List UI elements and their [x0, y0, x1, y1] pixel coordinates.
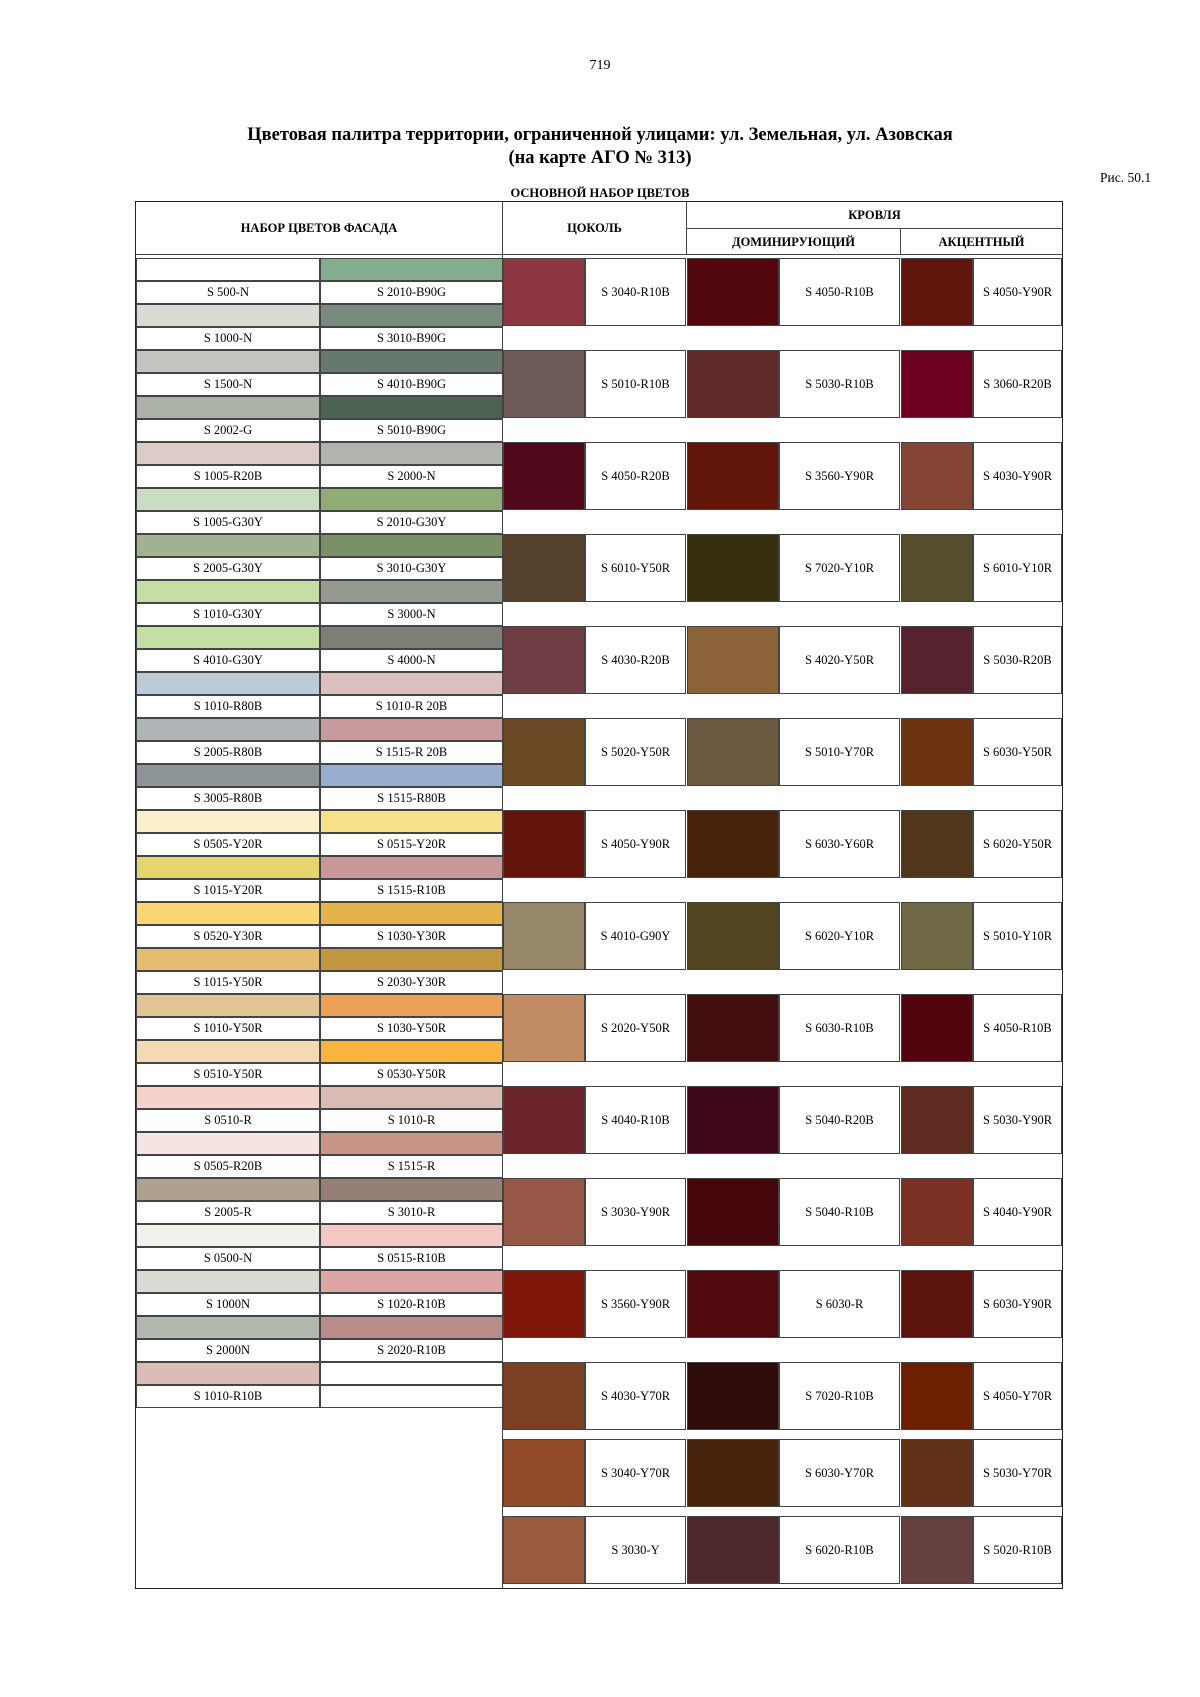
facade-color-code: S 0515-Y20R [320, 833, 503, 856]
facade-color-code: S 2005-R80B [136, 741, 320, 764]
title-line-1: Цветовая палитра территории, ограниченной улицами: ул. Земельная, ул. Азовская [247, 125, 953, 145]
plinth-color-code: S 3560-Y90R [585, 1270, 686, 1338]
accent-color-code: S 5010-Y10R [973, 902, 1062, 970]
accent-color-code: S 6010-Y10R [973, 534, 1062, 602]
accent-color-code: S 5030-Y90R [973, 1086, 1062, 1154]
dominant-color-code: S 5040-R10B [779, 1178, 900, 1246]
plinth-color-code: S 3040-R10B [585, 258, 686, 326]
facade-swatch [320, 902, 503, 925]
plinth-color-code: S 4040-R10B [585, 1086, 686, 1154]
facade-swatch [136, 1316, 320, 1339]
facade-color-code: S 3010-G30Y [320, 557, 503, 580]
title-line-2: (на карте АГО № 313) [508, 148, 692, 168]
facade-color-code: S 0530-Y50R [320, 1063, 503, 1086]
dominant-swatch [687, 534, 779, 602]
facade-color-code: S 1005-G30Y [136, 511, 320, 534]
facade-swatch [136, 948, 320, 971]
facade-color-code: S 5010-B90G [320, 419, 503, 442]
facade-color-code: S 1010-Y50R [136, 1017, 320, 1040]
facade-color-code: S 1000-N [136, 327, 320, 350]
plinth-swatch [503, 1178, 585, 1246]
facade-color-code: S 2005-G30Y [136, 557, 320, 580]
dominant-swatch [687, 1086, 779, 1154]
facade-color-code: S 3000-N [320, 603, 503, 626]
facade-swatch [136, 626, 320, 649]
dominant-color-code: S 6030-Y60R [779, 810, 900, 878]
plinth-color-code: S 4010-G90Y [585, 902, 686, 970]
facade-color-code: S 1010-R80B [136, 695, 320, 718]
accent-color-code: S 5020-R10B [973, 1516, 1062, 1584]
facade-color-code: S 4010-G30Y [136, 649, 320, 672]
accent-swatch [901, 1516, 973, 1584]
facade-color-code: S 0500-N [136, 1247, 320, 1270]
facade-swatch [320, 580, 503, 603]
facade-swatch [136, 350, 320, 373]
plinth-color-code: S 3030-Y90R [585, 1178, 686, 1246]
facade-color-code: S 4000-N [320, 649, 503, 672]
plinth-color-code: S 4050-R20B [585, 442, 686, 510]
facade-swatch [136, 764, 320, 787]
facade-swatch [320, 258, 503, 281]
facade-color-code: S 1020-R10B [320, 1293, 503, 1316]
accent-swatch [901, 350, 973, 418]
accent-color-code: S 5030-Y70R [973, 1439, 1062, 1507]
plinth-swatch [503, 810, 585, 878]
facade-swatch [136, 304, 320, 327]
accent-swatch [901, 442, 973, 510]
facade-color-code: S 1515-R10B [320, 879, 503, 902]
plinth-swatch [503, 1086, 585, 1154]
facade-swatch [320, 488, 503, 511]
facade-color-code: S 1010-R [320, 1109, 503, 1132]
facade-swatch [136, 580, 320, 603]
facade-color-code: S 1515-R 20B [320, 741, 503, 764]
facade-swatch [320, 442, 503, 465]
plinth-color-code: S 6010-Y50R [585, 534, 686, 602]
facade-color-code: S 2010-B90G [320, 281, 503, 304]
accent-swatch [901, 626, 973, 694]
accent-swatch [901, 1086, 973, 1154]
accent-color-code: S 3060-R20B [973, 350, 1062, 418]
accent-color-code: S 6030-Y50R [973, 718, 1062, 786]
facade-swatch [320, 672, 503, 695]
plinth-swatch [503, 350, 585, 418]
accent-color-code: S 4050-Y70R [973, 1362, 1062, 1430]
facade-color-code: S 0515-R10B [320, 1247, 503, 1270]
accent-swatch [901, 1439, 973, 1507]
plinth-swatch [503, 902, 585, 970]
facade-color-code: S 1030-Y50R [320, 1017, 503, 1040]
facade-color-code: S 3005-R80B [136, 787, 320, 810]
dominant-swatch [687, 718, 779, 786]
plinth-color-code: S 3040-Y70R [585, 1439, 686, 1507]
facade-swatch [136, 488, 320, 511]
accent-swatch [901, 1270, 973, 1338]
dominant-swatch [687, 1270, 779, 1338]
dominant-color-code: S 3560-Y90R [779, 442, 900, 510]
accent-color-code: S 6030-Y90R [973, 1270, 1062, 1338]
facade-color-code: S 1000N [136, 1293, 320, 1316]
dominant-swatch [687, 902, 779, 970]
plinth-color-code: S 4030-R20B [585, 626, 686, 694]
dominant-color-code: S 6030-Y70R [779, 1439, 900, 1507]
facade-swatch [136, 902, 320, 925]
dominant-swatch [687, 258, 779, 326]
facade-header: НАБОР ЦВЕТОВ ФАСАДА [240, 220, 398, 235]
accent-swatch [901, 258, 973, 326]
accent-color-code: S 4030-Y90R [973, 442, 1062, 510]
dominant-swatch [687, 1439, 779, 1507]
facade-color-code: S 0510-R [136, 1109, 320, 1132]
table-subtitle: ОСНОВНОЙ НАБОР ЦВЕТОВ [510, 186, 690, 200]
palette-table [135, 201, 1063, 1589]
facade-swatch [320, 1224, 503, 1247]
dominant-swatch [687, 994, 779, 1062]
facade-swatch [136, 1270, 320, 1293]
accent-color-code: S 4050-Y90R [973, 258, 1062, 326]
facade-swatch [136, 442, 320, 465]
dominant-color-code: S 5010-Y70R [779, 718, 900, 786]
facade-swatch [136, 1132, 320, 1155]
dominant-color-code: S 4020-Y50R [779, 626, 900, 694]
dominant-color-code: S 7020-R10B [779, 1362, 900, 1430]
facade-color-code: S 1515-R [320, 1155, 503, 1178]
plinth-swatch [503, 718, 585, 786]
plinth-color-code: S 2020-Y50R [585, 994, 686, 1062]
facade-swatch [136, 1224, 320, 1247]
facade-swatch [136, 856, 320, 879]
accent-swatch [901, 534, 973, 602]
facade-swatch [320, 396, 503, 419]
dominant-swatch [687, 1516, 779, 1584]
facade-swatch [136, 994, 320, 1017]
plinth-swatch [503, 1362, 585, 1430]
dominant-color-code: S 5030-R10B [779, 350, 900, 418]
facade-color-code: S 0520-Y30R [136, 925, 320, 948]
accent-swatch [901, 994, 973, 1062]
facade-swatch [320, 1178, 503, 1201]
plinth-color-code: S 3030-Y [585, 1516, 686, 1584]
plinth-swatch [503, 1439, 585, 1507]
facade-color-code: S 1005-R20B [136, 465, 320, 488]
facade-color-code: S 3010-R [320, 1201, 503, 1224]
page-number: 719 [589, 58, 611, 73]
facade-swatch [320, 1132, 503, 1155]
accent-swatch [901, 1178, 973, 1246]
facade-color-code: S 1500-N [136, 373, 320, 396]
plinth-color-code: S 4050-Y90R [585, 810, 686, 878]
facade-swatch [136, 1040, 320, 1063]
facade-color-code [320, 1385, 503, 1408]
accent-color-code: S 4050-R10B [973, 994, 1062, 1062]
facade-swatch [136, 672, 320, 695]
facade-swatch [320, 994, 503, 1017]
plinth-color-code: S 4030-Y70R [585, 1362, 686, 1430]
dominant-header: ДОМИНИРУЮЩИЙ [731, 234, 856, 249]
dominant-swatch [687, 626, 779, 694]
plinth-swatch [503, 534, 585, 602]
plinth-header: ЦОКОЛЬ [567, 220, 622, 235]
facade-swatch [320, 626, 503, 649]
facade-swatch [136, 396, 320, 419]
facade-color-code: S 1015-Y20R [136, 879, 320, 902]
plinth-color-code: S 5010-R10B [585, 350, 686, 418]
dominant-swatch [687, 350, 779, 418]
dominant-color-code: S 4050-R10B [779, 258, 900, 326]
accent-color-code: S 5030-R20B [973, 626, 1062, 694]
accent-swatch [901, 810, 973, 878]
dominant-swatch [687, 1362, 779, 1430]
facade-swatch [320, 1362, 503, 1385]
plinth-swatch [503, 442, 585, 510]
dominant-color-code: S 5040-R20B [779, 1086, 900, 1154]
facade-color-code: S 2010-G30Y [320, 511, 503, 534]
plinth-color-code: S 5020-Y50R [585, 718, 686, 786]
facade-swatch [136, 718, 320, 741]
facade-swatch [320, 350, 503, 373]
facade-swatch [320, 1040, 503, 1063]
facade-swatch [320, 810, 503, 833]
facade-swatch [136, 1178, 320, 1201]
plinth-swatch [503, 626, 585, 694]
accent-swatch [901, 718, 973, 786]
accent-swatch [901, 902, 973, 970]
figure-reference: Рис. 50.1 [1100, 170, 1152, 185]
facade-color-code: S 2000-N [320, 465, 503, 488]
dominant-swatch [687, 1178, 779, 1246]
plinth-swatch [503, 1516, 585, 1584]
facade-swatch [136, 1086, 320, 1109]
facade-swatch [320, 1316, 503, 1339]
facade-color-code: S 1010-G30Y [136, 603, 320, 626]
facade-color-code: S 1030-Y30R [320, 925, 503, 948]
facade-color-code: S 2030-Y30R [320, 971, 503, 994]
dominant-color-code: S 6030-R10B [779, 994, 900, 1062]
facade-swatch [320, 1270, 503, 1293]
dominant-color-code: S 7020-Y10R [779, 534, 900, 602]
facade-color-code: S 0505-R20B [136, 1155, 320, 1178]
facade-color-code: S 0505-Y20R [136, 833, 320, 856]
accent-color-code: S 6020-Y50R [973, 810, 1062, 878]
facade-swatch [320, 764, 503, 787]
plinth-swatch [503, 994, 585, 1062]
accent-header: АКЦЕНТНЫЙ [938, 234, 1025, 249]
dominant-color-code: S 6030-R [779, 1270, 900, 1338]
facade-color-code: S 2020-R10B [320, 1339, 503, 1362]
plinth-swatch [503, 258, 585, 326]
facade-swatch [320, 718, 503, 741]
facade-color-code: S 4010-B90G [320, 373, 503, 396]
facade-color-code: S 500-N [136, 281, 320, 304]
facade-swatch [320, 1086, 503, 1109]
facade-color-code: S 3010-B90G [320, 327, 503, 350]
facade-swatch [136, 1362, 320, 1385]
page-title [0, 124, 1200, 170]
facade-color-code: S 1515-R80B [320, 787, 503, 810]
facade-color-code: S 2000N [136, 1339, 320, 1362]
facade-swatch [320, 856, 503, 879]
facade-swatch [136, 534, 320, 557]
facade-color-code: S 1015-Y50R [136, 971, 320, 994]
dominant-swatch [687, 442, 779, 510]
accent-color-code: S 4040-Y90R [973, 1178, 1062, 1246]
facade-swatch [320, 304, 503, 327]
dominant-swatch [687, 810, 779, 878]
facade-swatch [320, 948, 503, 971]
facade-swatch [320, 534, 503, 557]
facade-color-code: S 0510-Y50R [136, 1063, 320, 1086]
facade-swatch [136, 258, 320, 281]
facade-swatch [136, 810, 320, 833]
facade-color-code: S 1010-R10B [136, 1385, 320, 1408]
roof-header: КРОВЛЯ [848, 207, 901, 222]
facade-color-code: S 1010-R 20B [320, 695, 503, 718]
dominant-color-code: S 6020-Y10R [779, 902, 900, 970]
dominant-color-code: S 6020-R10B [779, 1516, 900, 1584]
plinth-swatch [503, 1270, 585, 1338]
facade-color-code: S 2002-G [136, 419, 320, 442]
accent-swatch [901, 1362, 973, 1430]
facade-color-code: S 2005-R [136, 1201, 320, 1224]
